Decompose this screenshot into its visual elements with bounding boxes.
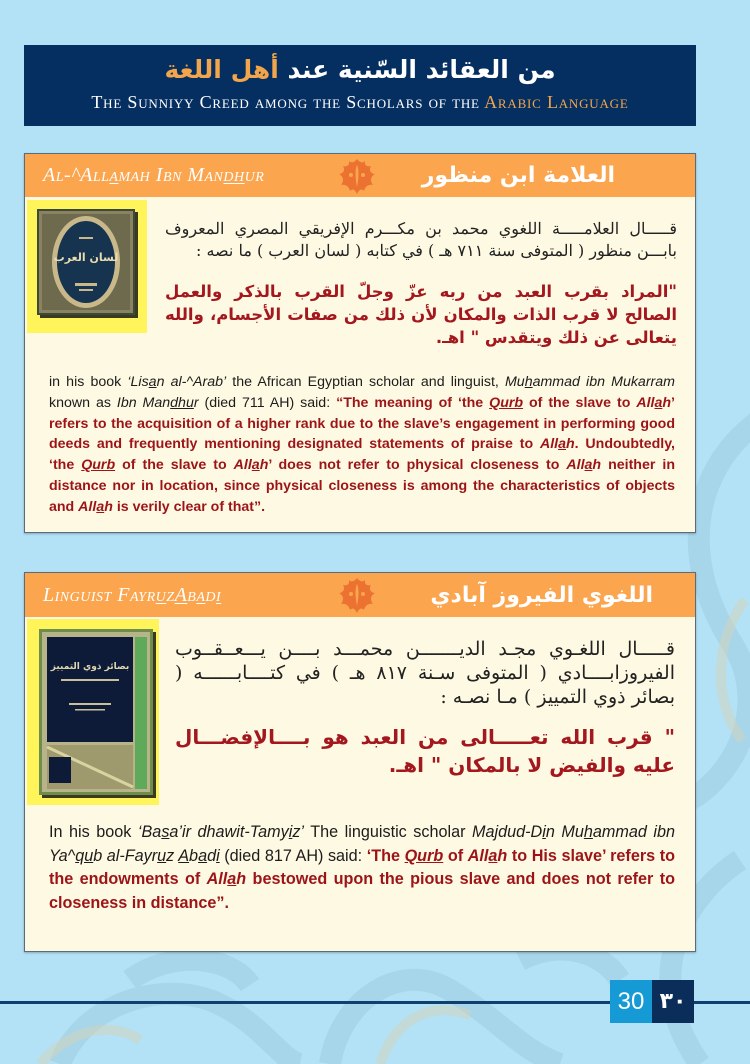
- page-number-english: 30: [610, 980, 652, 1023]
- arabic-introduction: قـــــال العلامـــــة اللغوي محمد بن مكـــرم الإفريقي المصري المعروف بابـــن منظور ( المتوفى سنة ٧١١ هـ ) في كتابه ( لسان العرب ) ما نصه :: [165, 219, 677, 260]
- english-translation: in his book ‘Lisan al-^Arab’ the African Egyptian scholar and linguist, Muhammad ibn Mukarram known as Ibn Mandhur (died 711 AH) said: “The meaning of ‘the Qurb of the slave to Allah’ refers to the acquisition of a higher rank due to the slave’s engagement in performing good deeds and frequently mentioning designated statements of praise to Allah. Undoubtedly, ‘the Qurb of the slave to Allah’ does not refer to physical closeness to Allah neither in distance nor in location, since physical closeness is among the characteristics of objects and Allah is verily clear of that”.: [49, 374, 675, 515]
- title-arabic-main: من العقائد السّنية عند: [278, 55, 556, 84]
- section-title-bar: [25, 154, 695, 197]
- book-cover-frame: [27, 619, 159, 805]
- floral-ornament-icon: [337, 157, 377, 195]
- arabic-quote: "المراد بقرب العبد من ربه عزّ وجلّ القرب بالذكر والعمل الصالح لا قرب الذات والمكان لأن ذلك من صفات الأجسام، والله يتعالى عن ذلك ويتقدس " اهـ.: [165, 282, 677, 347]
- section-fayruz-abadi: [24, 572, 696, 952]
- section-ibn-mandhur: [24, 153, 696, 533]
- floral-ornament-icon: [337, 576, 377, 614]
- title-arabic-highlight: أهل اللغة: [164, 55, 279, 84]
- book-cover-basair-dhawi-at-tamyiz: [39, 629, 153, 795]
- english-translation: In his book ‘Basa’ir dhawit-Tamyiz’ The linguistic scholar Majdud-Din Muhammad ibn Ya^qub al-Fayruz Abadi (died 817 AH) said: ‘The Qurb of Allah to His slave’ refers to the endowments of Allah bestowed upon the pious slave and does not refer to closeness in distance”.: [49, 823, 676, 912]
- page-number-arabic: ٣٠: [652, 980, 694, 1023]
- page-header: [24, 45, 696, 126]
- book-cover-lisan-al-arab: [37, 209, 135, 315]
- section-title-english: Linguist Fayr u z A b a d i: [43, 583, 222, 606]
- section-title-arabic: العلامة ابن منظور: [421, 163, 615, 188]
- arabic-introduction: قـــــال اللغـوي مجـد الديـــــــن محمـــد بــــن يـــعــقــوب الفيروزابــــادي ( المتوفى سـنة ٨١٧ هـ ) في كتــــابــــــه ( بصائر ذوي التمييز ) مـا نصـه :: [175, 638, 676, 708]
- section-title-english: Al-^All a mah Ibn Man dh ur: [43, 164, 265, 186]
- svg-text:بصائر ذوي التمييز: بصائر ذوي التمييز: [50, 662, 130, 672]
- title-english-highlight: Arabic Language: [484, 92, 629, 112]
- book-cover-frame: [27, 200, 147, 333]
- title-english-main: The Sunniyy Creed among the Scholars of the: [91, 92, 485, 112]
- page-title-english: [24, 91, 696, 113]
- svg-text:لسان العرب: لسان العرب: [53, 251, 119, 264]
- arabic-quote: " قرب الله تعـــــالى من العبد هو بــــالإفضـــال عليه والفيض لا بالمكان " اهـ.: [175, 725, 675, 777]
- section-title-arabic: اللغوي الفيروز آبادي: [430, 582, 653, 608]
- page-title-arabic: [24, 55, 696, 85]
- section-title-bar: [25, 573, 695, 617]
